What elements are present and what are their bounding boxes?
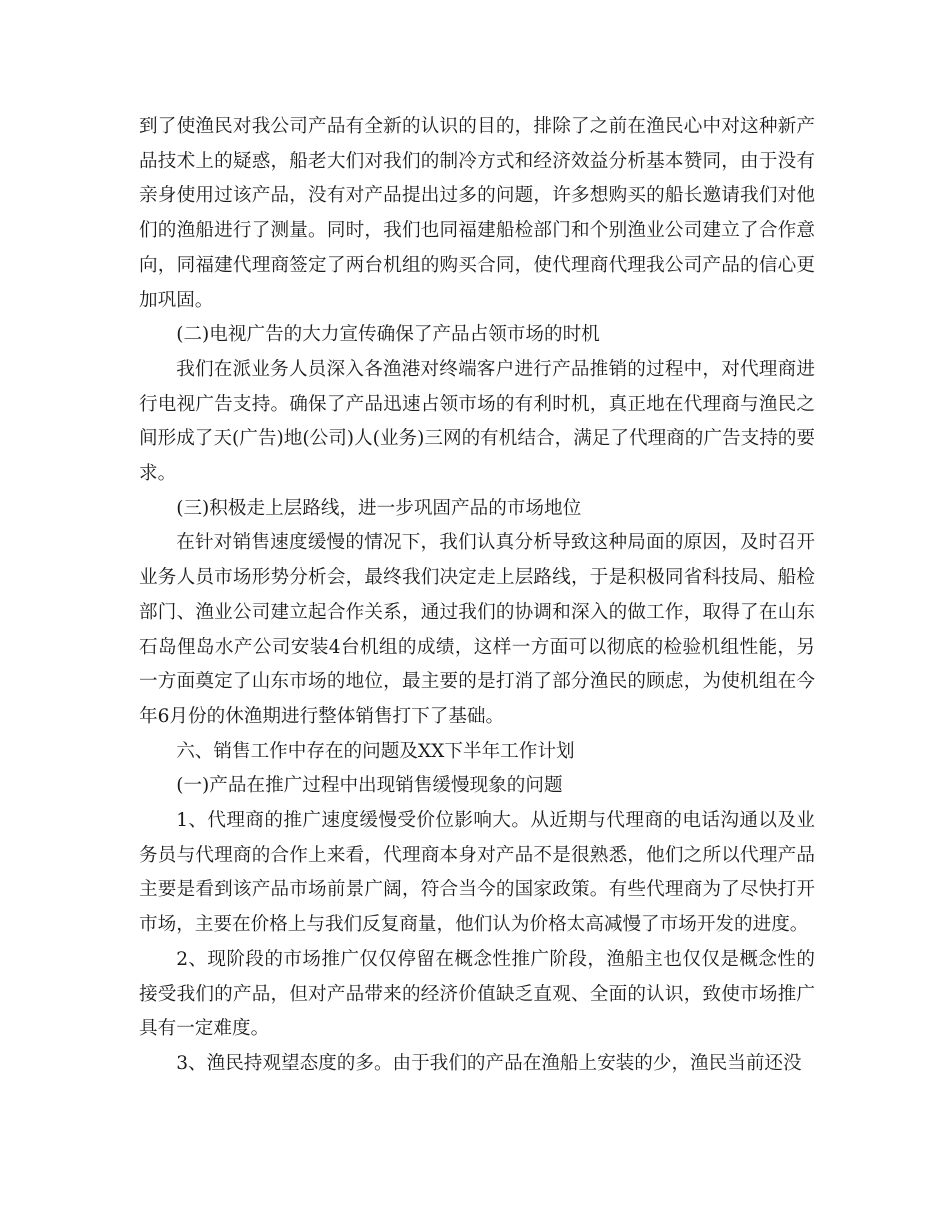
paragraph-9: 2、现阶段的市场推广仅仅停留在概念性推广阶段，渔船主也仅仅是概念性的接受我们的产品，但对产品带来的经济价值缺乏直观、全面的认识，致使市场推广具有一定难度。 (139, 948, 815, 1040)
paragraph-5: 在针对销售速度缓慢的情况下，我们认真分析导致这种局面的原因，及时召开业务人员市场形势分析会，最终我们决定走上层路线，于是积极同省科技局、船检部门、渔业公司建立起合作关系，通过我们的协调和深入的做工作，取得了在山东石岛俚岛水产公司安装4台机组的成绩，这样一方面可以彻底的检验机组性能，另一方面奠定了山东市场的地位，最主要的是打消了部分渔民的顾虑，为使机组在今年6月份的休渔期进行整体销售打下了基础。 (139, 532, 815, 727)
section-heading-2: (二)电视广告的大力宣传确保了产品占领市场的时机 (176, 324, 600, 346)
section-heading-7: (一)产品在推广过程中出现销售缓慢现象的问题 (176, 775, 563, 797)
paragraph-1: 到了使渔民对我公司产品有全新的认识的目的，排除了之前在渔民心中对这种新产品技术上的疑惑，船老大们对我们的制冷方式和经济效益分析基本赞同，由于没有亲身使用过该产品，没有对产品提出过多的问题，许多想购买的船长邀请我们对他们的渔船进行了测量。同时，我们也同福建船检部门和个别渔业公司建立了合作意向，同福建代理商签定了两台机组的购买合同，使代理商代理我公司产品的信心更加巩固。 (139, 116, 815, 311)
section-heading-4: (三)积极走上层路线，进一步巩固产品的市场地位 (176, 497, 582, 519)
paragraph-3: 我们在派业务人员深入各渔港对终端客户进行产品推销的过程中，对代理商进行电视广告支持。确保了产品迅速占领市场的有利时机，真正地在代理商与渔民之间形成了天(广告)地(公司)人(业务)三网的有机结合，满足了代理商的广告支持的要求。 (139, 358, 815, 485)
chapter-heading-6: 六、销售工作中存在的问题及XX下半年工作计划 (176, 740, 575, 762)
document-body (139, 110, 815, 1082)
paragraph-8: 1、代理商的推广速度缓慢受价位影响大。从近期与代理商的电话沟通以及业务员与代理商的合作上来看，代理商本身对产品不是很熟悉，他们之所以代理产品主要是看到该产品市场前景广阔，符合当今的国家政策。有些代理商为了尽快打开市场，主要在价格上与我们反复商量，他们认为价格太高减慢了市场开发的进度。 (139, 810, 815, 936)
paragraph-10: 3、渔民持观望态度的多。由于我们的产品在渔船上安装的少，渔民当前还没 (176, 1052, 802, 1074)
